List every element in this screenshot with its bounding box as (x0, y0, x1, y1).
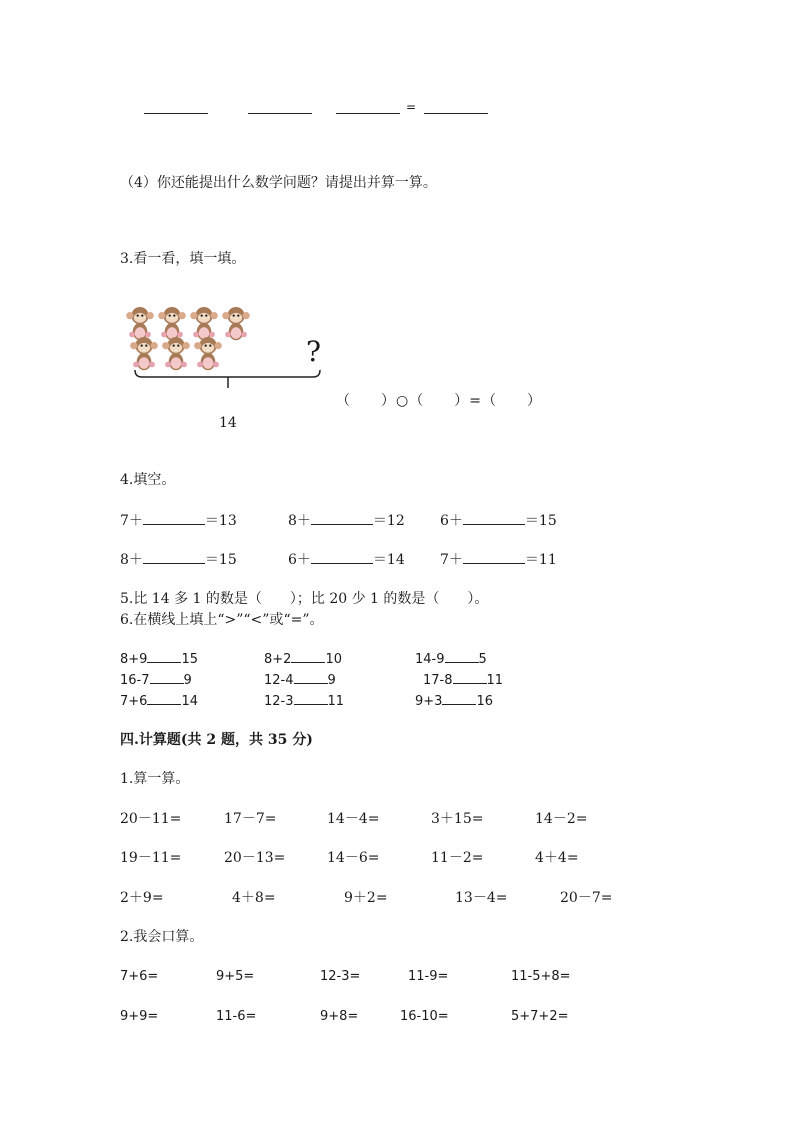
fill-item: 6＋ ＝15 (440, 513, 557, 529)
fill-blank[interactable] (463, 511, 525, 525)
compare-blank[interactable] (294, 671, 328, 684)
compare-blank[interactable] (147, 650, 181, 663)
compare-item: 9+3 16 (415, 694, 493, 709)
fill-blank[interactable] (143, 550, 205, 564)
monkey-row-2 (130, 337, 222, 370)
calc-item: 4＋4= (535, 850, 579, 866)
compare-item: 17-8 11 (423, 673, 504, 688)
calc-item: 17－7= (224, 811, 277, 827)
fill-blank[interactable] (311, 550, 373, 564)
compare-blank[interactable] (442, 692, 476, 705)
fill-blank[interactable] (463, 550, 525, 564)
compare-blank[interactable] (150, 671, 184, 684)
blank-equation[interactable]: （ ）○（ ）=（ ） (336, 393, 542, 409)
question-3-title: 3.看一看，填一填。 (120, 251, 246, 267)
question-5[interactable]: 5.比 14 多 1 的数是（ ）；比 20 少 1 的数是（ ）。 (120, 591, 489, 607)
fill-blank[interactable] (143, 511, 205, 525)
calc-item: 14－4= (327, 811, 380, 827)
compare-item: 14-9 5 (415, 652, 487, 667)
fill-item: 7＋ ＝13 (120, 513, 237, 529)
compare-item: 8+2 10 (264, 652, 342, 667)
fill-item: 7＋ ＝11 (440, 552, 557, 568)
compare-blank[interactable] (453, 671, 487, 684)
oral-item: 9+5= (216, 969, 255, 984)
calc-item: 14－2= (535, 811, 588, 827)
brace-bracket (135, 370, 320, 377)
calc-item: 20－11= (120, 811, 182, 827)
oral-item: 5+7+2= (511, 1009, 569, 1024)
question-mark: ? (306, 335, 322, 368)
oral-item: 11-5+8= (511, 969, 571, 984)
fill-blank[interactable] (311, 511, 373, 525)
oral-item: 9+8= (320, 1009, 359, 1024)
calc-item: 19－11= (120, 850, 182, 866)
monkey-figure (118, 300, 338, 410)
calc-item: 20－13= (224, 850, 286, 866)
compare-item: 8+9 15 (120, 652, 198, 667)
compare-item: 12-3 11 (264, 694, 345, 709)
oral-item: 9+9= (120, 1009, 159, 1024)
compare-blank[interactable] (294, 692, 328, 705)
fill-item: 8＋ ＝12 (288, 513, 405, 529)
blank-2[interactable] (248, 113, 312, 114)
calc-item: 11－2= (431, 850, 484, 866)
oral-item: 11-6= (216, 1009, 257, 1024)
calc-item: 3＋15= (431, 811, 484, 827)
blank-4[interactable] (424, 113, 488, 114)
question-6-title: 6.在横线上填上“>”“<”或“=”。 (120, 612, 324, 628)
monkey-row-1 (126, 307, 250, 340)
oral-item: 11-9= (408, 969, 449, 984)
blank-3[interactable] (336, 113, 400, 114)
compare-blank[interactable] (291, 650, 325, 663)
calc-item: 13－4= (455, 890, 508, 906)
total-label-14: 14 (219, 415, 237, 431)
calc-item: 4＋8= (232, 890, 276, 906)
fill-item: 6＋ ＝14 (288, 552, 405, 568)
calc-item: 20－7= (560, 890, 613, 906)
compare-blank[interactable] (445, 650, 479, 663)
oral-item: 16-10= (400, 1009, 449, 1024)
question-2-4: （4）你还能提出什么数学问题？请提出并算一算。 (120, 175, 437, 191)
compare-item: 7+6 14 (120, 694, 198, 709)
fill-item: 8＋ ＝15 (120, 552, 237, 568)
calc-item: 2＋9= (120, 890, 164, 906)
compare-item: 16-7 9 (120, 673, 192, 688)
calc-1-title: 1.算一算。 (120, 771, 190, 787)
compare-item: 12-4 9 (264, 673, 336, 688)
section-4-title: 四.计算题(共 2 题，共 35 分) (120, 732, 313, 748)
oral-item: 12-3= (320, 969, 361, 984)
blank-1[interactable] (144, 113, 208, 114)
equals-sign: = (406, 100, 417, 114)
oral-item: 7+6= (120, 969, 159, 984)
calc-item: 14－6= (327, 850, 380, 866)
calc-2-title: 2.我会口算。 (120, 929, 204, 945)
compare-blank[interactable] (147, 692, 181, 705)
question-4-title: 4.填空。 (120, 472, 176, 488)
calc-item: 9＋2= (344, 890, 388, 906)
